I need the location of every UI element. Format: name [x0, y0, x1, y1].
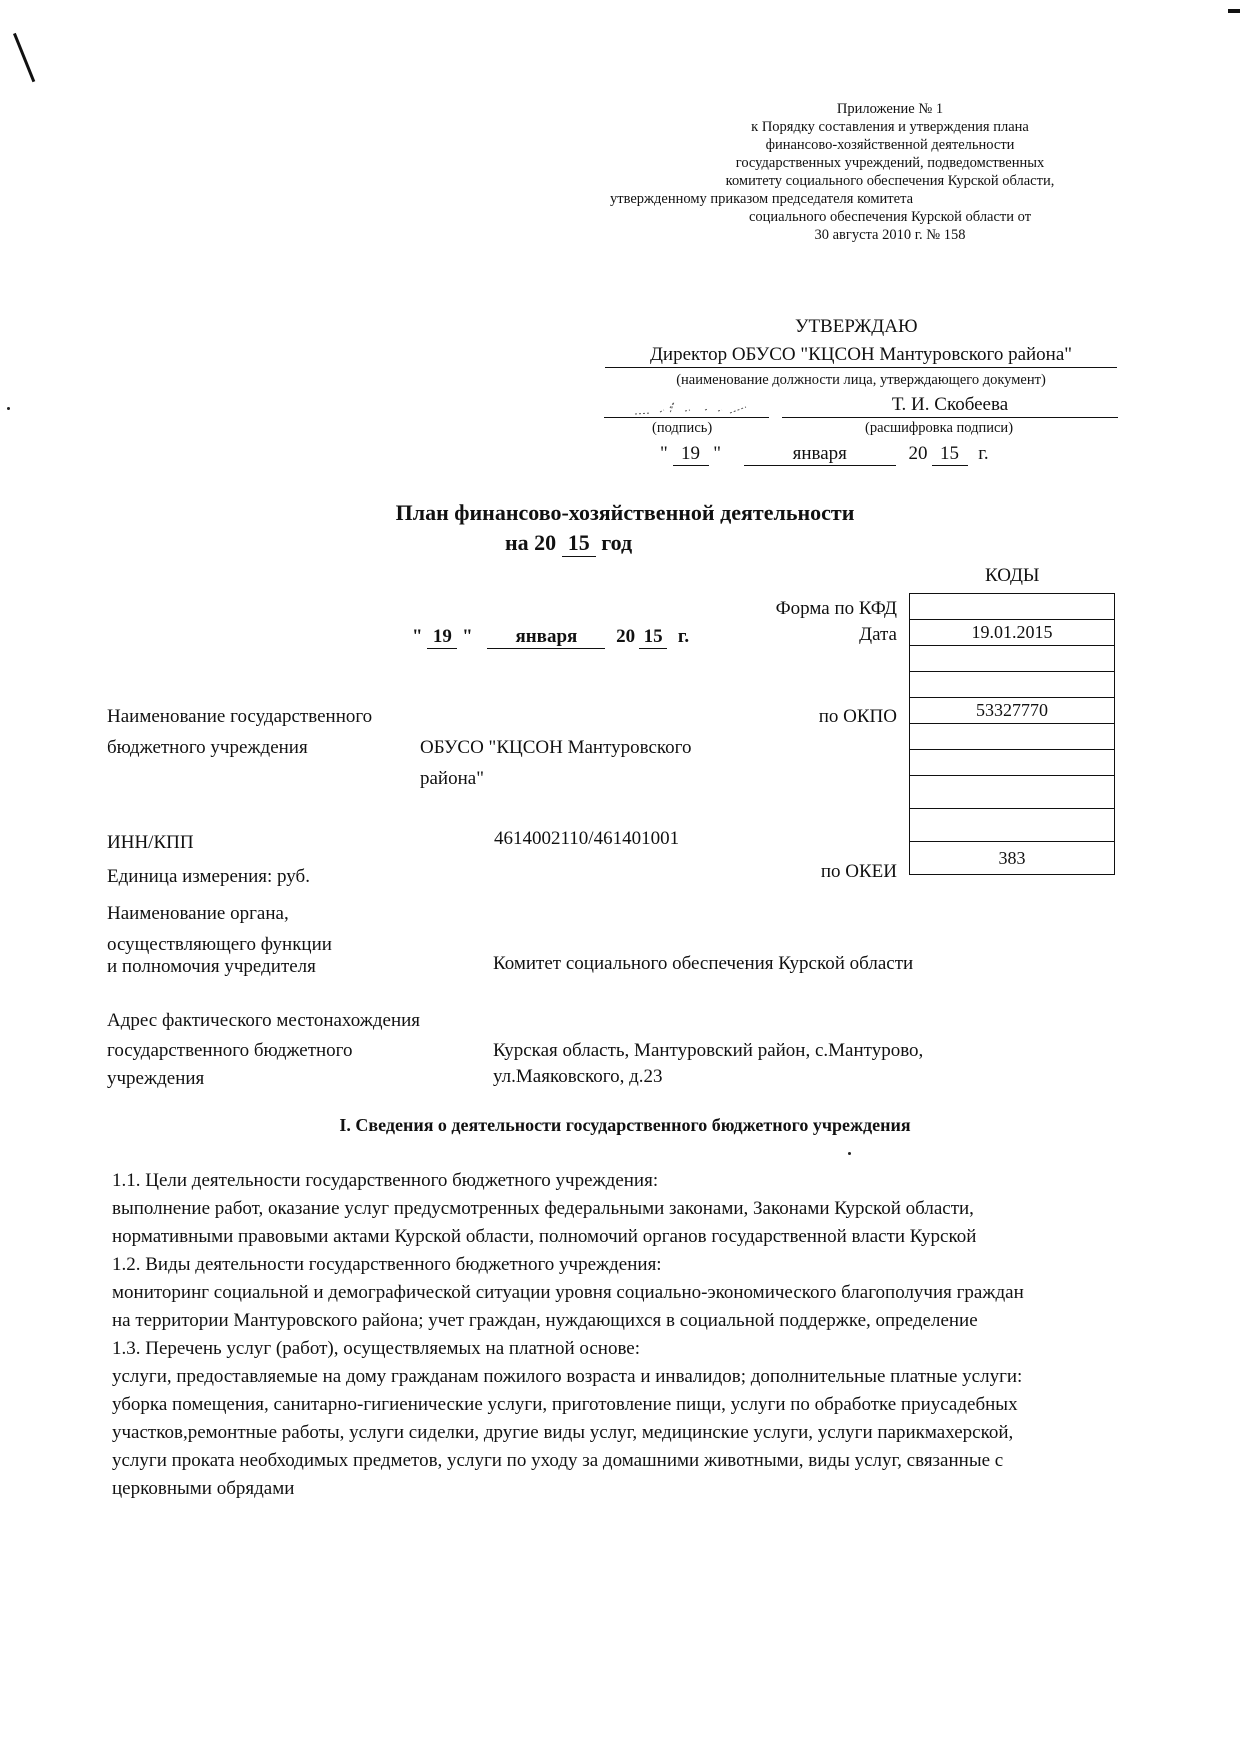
services-text: уборка помещения, санитарно-гигиенические услуги, приготовление пищи, услуги по обработке приусадебных	[112, 1394, 1018, 1415]
signature-scribble	[630, 398, 750, 416]
institution-value-line1: ОБУСО "КЦСОН Мантуровского	[420, 737, 692, 758]
document-subtitle	[505, 530, 632, 557]
label-okpo: по ОКПО	[818, 706, 897, 727]
code-empty	[910, 776, 1115, 809]
document-day: 19	[427, 626, 457, 649]
approval-date	[660, 443, 989, 466]
services-text: участков,ремонтные работы, услуги сиделки, другие виды услуг, медицинские услуги, услуги парикмахерской,	[112, 1422, 1014, 1443]
appendix-header	[610, 100, 1140, 244]
codes-row	[910, 646, 1115, 672]
subtitle-suffix: год	[601, 530, 633, 555]
scan-dot	[848, 1152, 851, 1155]
address-label-line2: государственного бюджетного	[107, 1040, 353, 1061]
code-okei: 383	[910, 842, 1115, 875]
scan-dot	[7, 407, 10, 410]
address-value-line1: Курская область, Мантуровский район, с.Мантурово,	[493, 1040, 924, 1061]
section-title: I. Сведения о деятельности государственного бюджетного учреждения	[339, 1115, 911, 1135]
appendix-line: социального обеспечения Курской области от	[748, 209, 1032, 225]
codes-row	[910, 594, 1115, 620]
code-kfd	[910, 594, 1115, 620]
services-heading: 1.3. Перечень услуг (работ), осуществляемых на платной основе:	[112, 1338, 641, 1359]
codes-row	[910, 724, 1115, 750]
document-year-unit: г.	[677, 626, 690, 647]
goals-heading: 1.1. Цели деятельности государственного бюджетного учреждения:	[112, 1170, 659, 1191]
signature-line	[604, 417, 769, 418]
label-okei: по ОКЕИ	[820, 861, 897, 882]
document-month: января	[487, 626, 605, 649]
approval-day: 19	[673, 443, 709, 466]
code-empty	[910, 750, 1115, 776]
founder-label-line1: Наименование органа,	[107, 903, 289, 924]
activities-text: мониторинг социальной и демографической ситуации уровня социально-экономического благополучия граждан	[112, 1282, 1024, 1303]
subtitle-prefix: на 20	[505, 530, 557, 555]
name-caption: (расшифровка подписи)	[865, 420, 1014, 436]
date-quote: "	[412, 626, 423, 647]
document-year-prefix: 20	[616, 626, 636, 647]
activities-text: на территории Мантуровского района; учет граждан, нуждающихся в социальной поддержке, определение	[112, 1310, 978, 1331]
scan-corner-mark	[1228, 9, 1240, 13]
codes-header: КОДЫ	[985, 565, 1040, 586]
subtitle-year: 15	[562, 530, 596, 557]
appendix-line: Приложение № 1	[836, 101, 944, 117]
institution-label-line1: Наименование государственного	[107, 706, 373, 727]
codes-row	[910, 842, 1115, 875]
code-date: 19.01.2015	[910, 620, 1115, 646]
label-form-kfd: Форма по КФД	[775, 598, 897, 619]
approval-year-suffix: 15	[932, 443, 968, 466]
approval-title: УТВЕРЖДАЮ	[795, 316, 918, 337]
address-label-line3: учреждения	[107, 1068, 205, 1089]
date-quote: "	[462, 626, 473, 647]
code-okpo: 53327770	[910, 698, 1115, 724]
inn-value: 4614002110/461401001	[494, 828, 680, 849]
codes-row	[910, 809, 1115, 842]
goals-block	[112, 1167, 1122, 1503]
approver-position: Директор ОБУСО "КЦСОН Мантуровского района"	[605, 344, 1117, 368]
address-label-line1: Адрес фактического местонахождения	[107, 1010, 421, 1031]
approver-position-caption: (наименование должности лица, утверждающего документ)	[676, 372, 1046, 388]
label-date: Дата	[859, 624, 897, 645]
inn-label: ИНН/КПП	[107, 832, 194, 853]
document-title: План финансово-хозяйственной деятельности	[395, 500, 855, 525]
goals-text: выполнение работ, оказание услуг предусмотренных федеральными законами, Законами Курской области,	[112, 1198, 974, 1219]
institution-value-line2: района"	[420, 768, 484, 789]
date-quote: "	[660, 443, 668, 464]
codes-row	[910, 776, 1115, 809]
date-quote: "	[713, 443, 722, 464]
address-value-line2: ул.Маяковского, д.23	[493, 1066, 663, 1087]
codes-row	[910, 698, 1115, 724]
code-empty	[910, 809, 1115, 842]
appendix-line: утвержденному приказом председателя комитета	[610, 191, 914, 207]
approver-name: Т. И. Скобеева	[782, 394, 1118, 418]
codes-table	[909, 593, 1115, 875]
activities-heading: 1.2. Виды деятельности государственного бюджетного учреждения:	[112, 1254, 662, 1275]
code-empty	[910, 724, 1115, 750]
codes-row	[910, 750, 1115, 776]
code-empty	[910, 672, 1115, 698]
codes-row	[910, 672, 1115, 698]
scan-pen-mark	[13, 33, 35, 82]
document-date	[412, 626, 689, 649]
founder-value: Комитет социального обеспечения Курской области	[493, 953, 914, 974]
approval-year-unit: г.	[978, 443, 989, 464]
founder-label-line3: и полномочия учредителя	[107, 956, 316, 977]
services-text: услуги, предоставляемые на дому гражданам пожилого возраста и инвалидов; дополнительные платные услуги:	[112, 1366, 1023, 1387]
institution-label-line2: бюджетного учреждения	[107, 737, 308, 758]
signature-caption: (подпись)	[652, 420, 713, 436]
code-empty	[910, 646, 1115, 672]
codes-row	[910, 620, 1115, 646]
founder-label-line2: осуществляющего функции	[107, 934, 332, 955]
approval-month: января	[744, 443, 896, 466]
appendix-line: 30 августа 2010 г. № 158	[814, 227, 966, 243]
services-text: церковными обрядами	[112, 1478, 295, 1499]
services-text: услуги проката необходимых предметов, услуги по уходу за домашними животными, виды услуг, связанные с	[112, 1450, 1004, 1471]
document-year-suffix: 15	[639, 626, 667, 649]
appendix-line: к Порядку составления и утверждения плана	[751, 119, 1029, 135]
goals-text: нормативными правовыми актами Курской области, полномочий органов государственной власти Курской	[112, 1226, 977, 1247]
approval-year-prefix: 20	[908, 443, 928, 464]
appendix-line: государственных учреждений, подведомственных	[735, 155, 1045, 171]
appendix-line: финансово-хозяйственной деятельности	[765, 137, 1015, 153]
unit-label: Единица измерения: руб.	[107, 866, 310, 887]
appendix-line: комитету социального обеспечения Курской области,	[725, 173, 1055, 189]
